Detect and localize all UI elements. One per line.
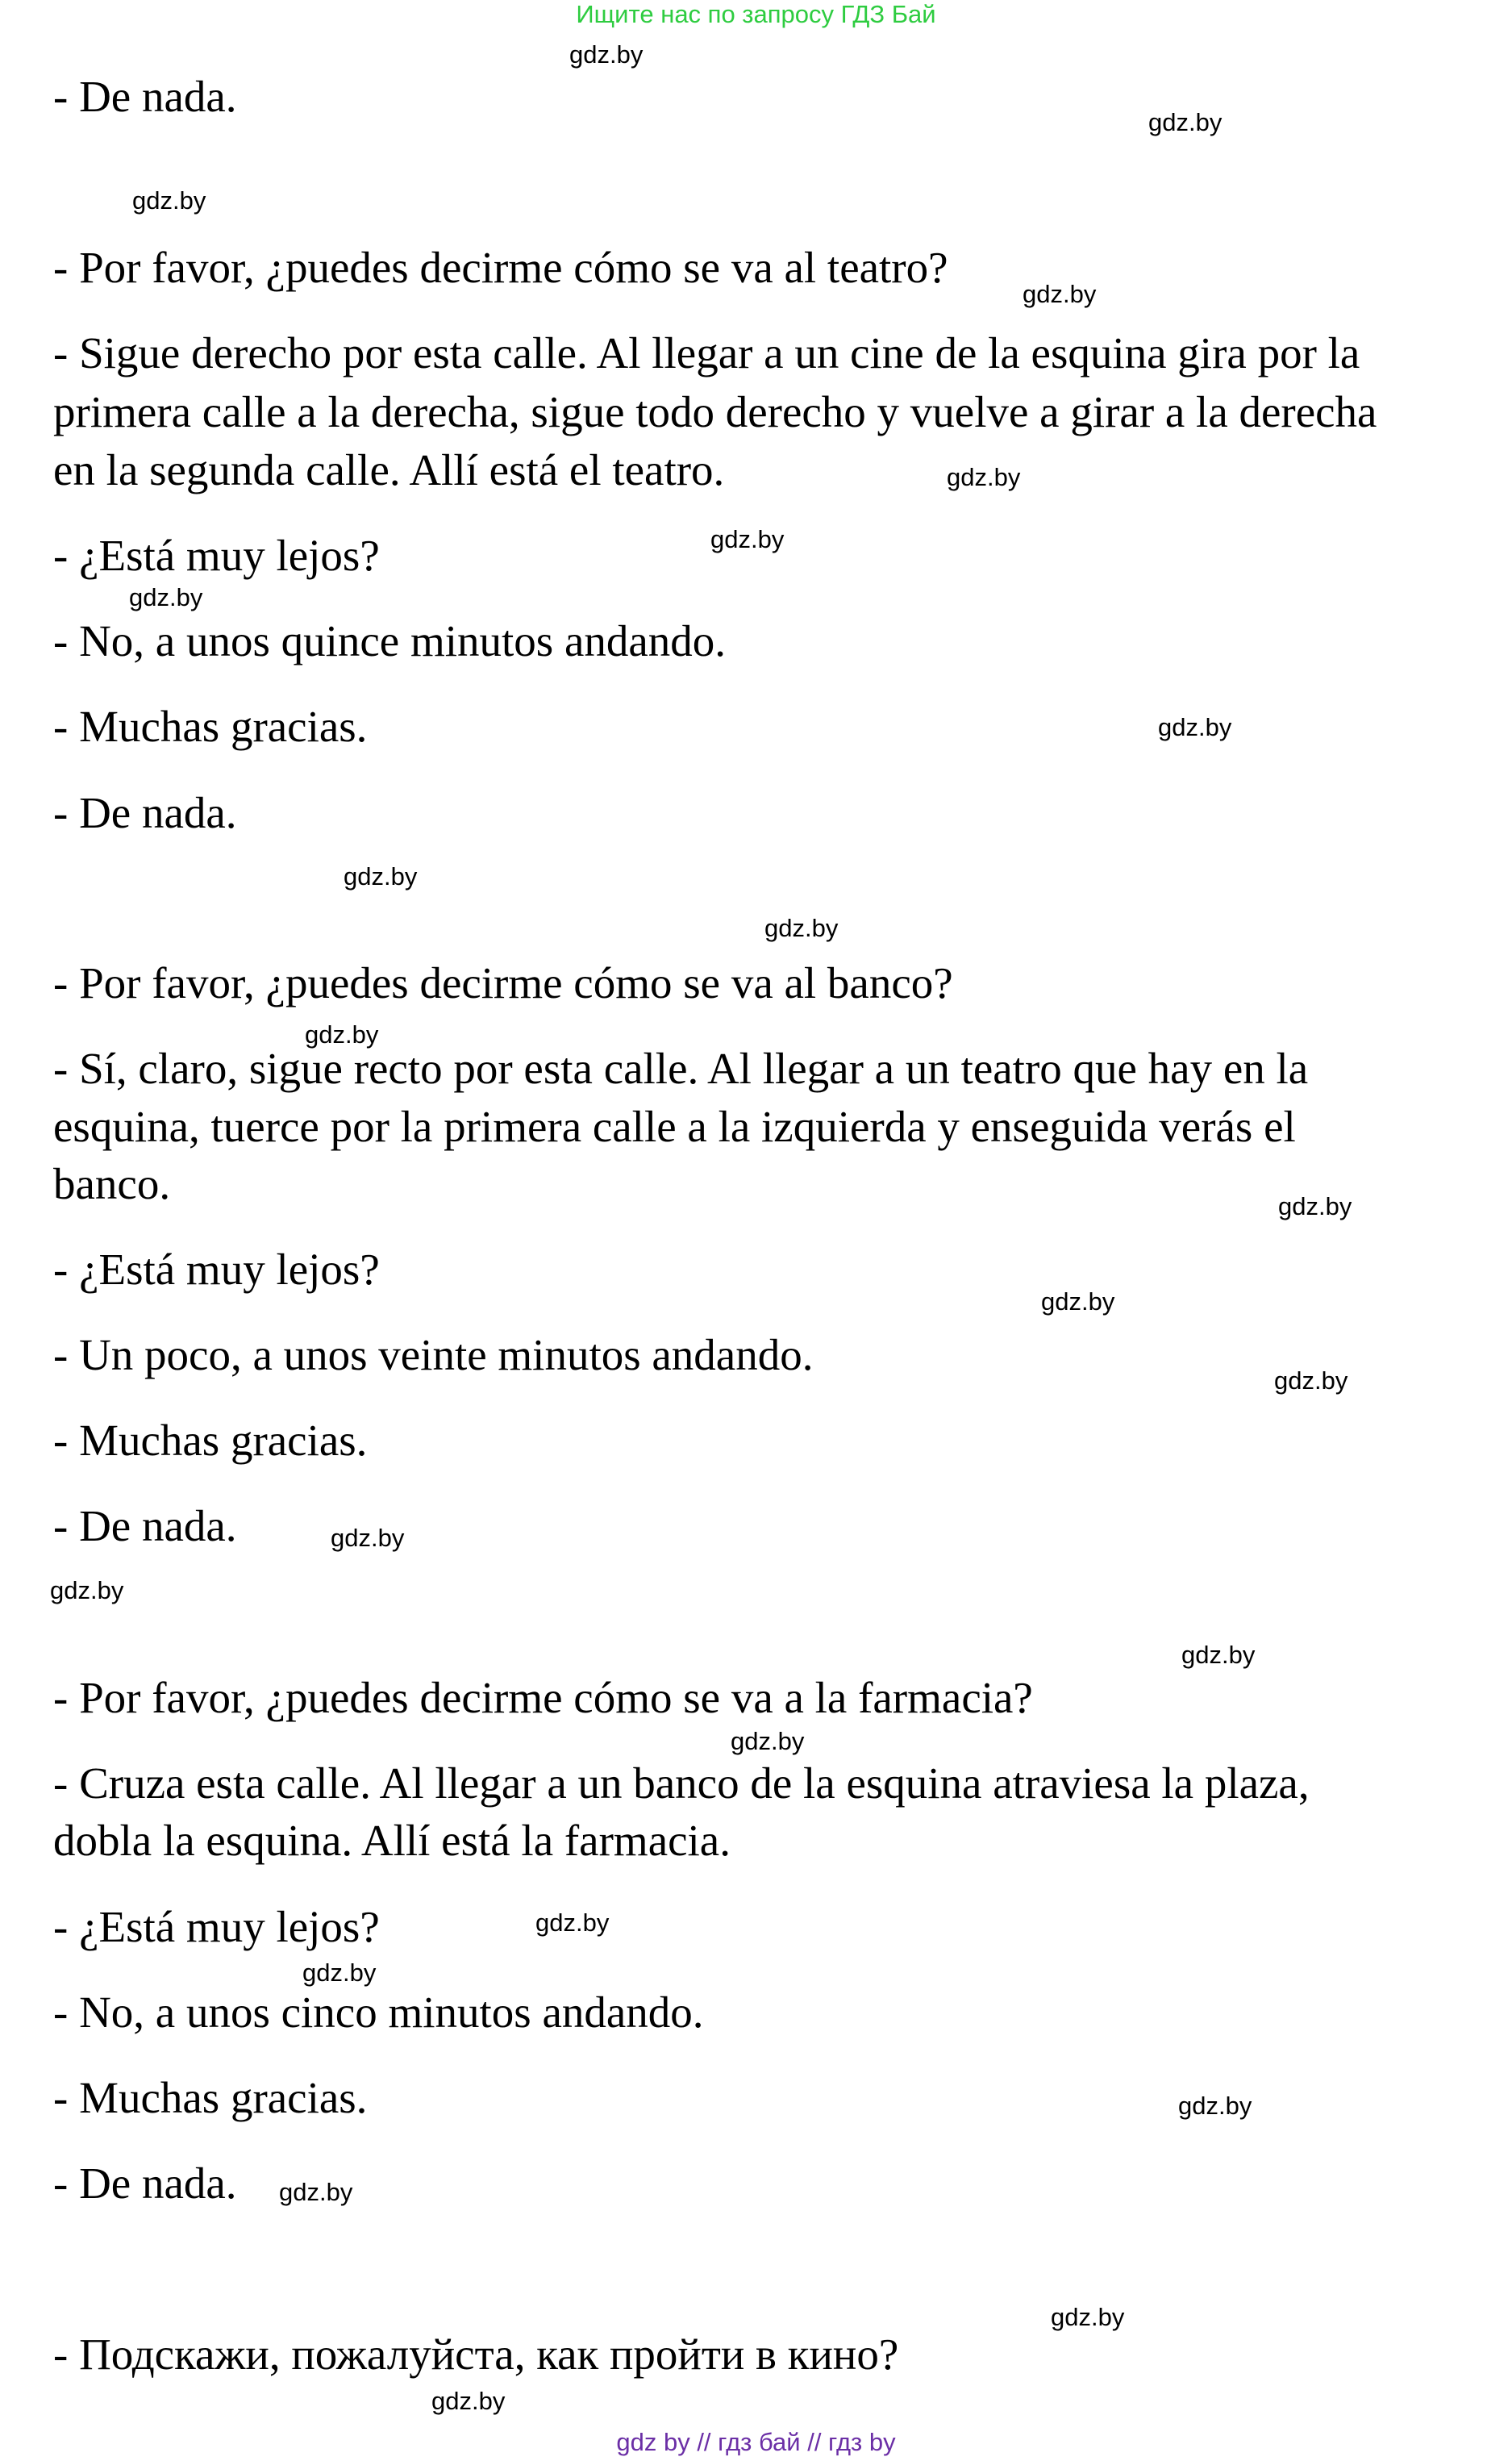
dialogue-line: - De nada. [53, 72, 237, 121]
watermark: gdz.by [710, 525, 785, 553]
dialogue-line: - Muchas gracias. [53, 702, 368, 751]
watermark: gdz.by [279, 2178, 353, 2206]
dialogue-line: - Un poco, a unos veinte minutos andando. [53, 1330, 814, 1379]
watermark: gdz.by [1274, 1366, 1348, 1395]
watermark: gdz.by [1278, 1192, 1352, 1220]
dialogue-line: esquina, tuerce por la primera calle a la izquierda y enseguida verás el [53, 1102, 1296, 1151]
dialogue-line: en la segunda calle. Allí está el teatro. [53, 445, 725, 494]
watermark: gdz.by [1023, 280, 1097, 308]
dialogue-line: dobla la esquina. Allí está la farmacia. [53, 1816, 731, 1865]
dialogue-line: - Sí, claro, sigue recto por esta calle. Al llegar a un teatro que hay en la [53, 1044, 1309, 1093]
watermark: gdz.by [129, 583, 203, 611]
dialogue-line: - ¿Está muy lejos? [53, 531, 380, 580]
dialogue-line: - Cruza esta calle. Al llegar a un banco de la esquina atraviesa la plaza, [53, 1758, 1310, 1808]
watermark: gdz.by [305, 1020, 379, 1049]
watermark: gdz.by [731, 1727, 805, 1755]
watermark: gdz.by [50, 1576, 124, 1604]
dialogue-line: - No, a unos quince minutos andando. [53, 616, 727, 665]
watermark: gdz.by [344, 862, 418, 891]
dialogue-line: - Muchas gracias. [53, 1416, 368, 1465]
watermark: gdz.by [1181, 1641, 1256, 1669]
dialogue-line: banco. [53, 1159, 171, 1208]
dialogue-line: - De nada. [53, 1501, 237, 1550]
watermark: gdz.by [569, 40, 644, 69]
dialogue-line: - ¿Está muy lejos? [53, 1902, 380, 1951]
watermark: gdz.by [535, 1908, 610, 1937]
watermark: gdz.by [1148, 108, 1223, 136]
watermark: gdz.by [431, 2387, 506, 2415]
dialogue-line: - De nada. [53, 2159, 237, 2208]
dialogue-line: - Por favor, ¿puedes decirme cómo se va a la farmacia? [53, 1673, 1033, 1722]
watermark: gdz.by [1178, 2092, 1252, 2120]
dialogue-line: - Por favor, ¿puedes decirme cómo se va al banco? [53, 958, 953, 1007]
watermark: gdz.by [132, 186, 206, 215]
watermark: gdz.by [302, 1958, 377, 1987]
dialogue-line: - Por favor, ¿puedes decirme cómo se va al teatro? [53, 243, 948, 292]
watermark: gdz.by [947, 463, 1021, 491]
watermark: gdz.by [1051, 2303, 1125, 2331]
footer-links[interactable]: gdz by // гдз бай // гдз by [616, 2428, 896, 2456]
watermark: gdz.by [764, 914, 839, 942]
dialogue-line: primera calle a la derecha, sigue todo derecho y vuelve a girar a la derecha [53, 387, 1377, 436]
watermark: gdz.by [1041, 1287, 1115, 1316]
dialogue-line: - No, a unos cinco minutos andando. [53, 1988, 704, 2037]
dialogue-line: - Подскажи, пожалуйста, как пройти в кино? [53, 2330, 899, 2379]
header-banner[interactable]: Ищите нас по запросу ГДЗ Бай [576, 0, 936, 28]
watermark: gdz.by [1158, 713, 1232, 741]
dialogue-line: - De nada. [53, 788, 237, 837]
dialogue-line: - Sigue derecho por esta calle. Al llegar a un cine de la esquina gira por la [53, 328, 1360, 377]
dialogue-line: - Muchas gracias. [53, 2073, 368, 2122]
watermark: gdz.by [331, 1524, 405, 1552]
dialogue-line: - ¿Está muy lejos? [53, 1245, 380, 1294]
